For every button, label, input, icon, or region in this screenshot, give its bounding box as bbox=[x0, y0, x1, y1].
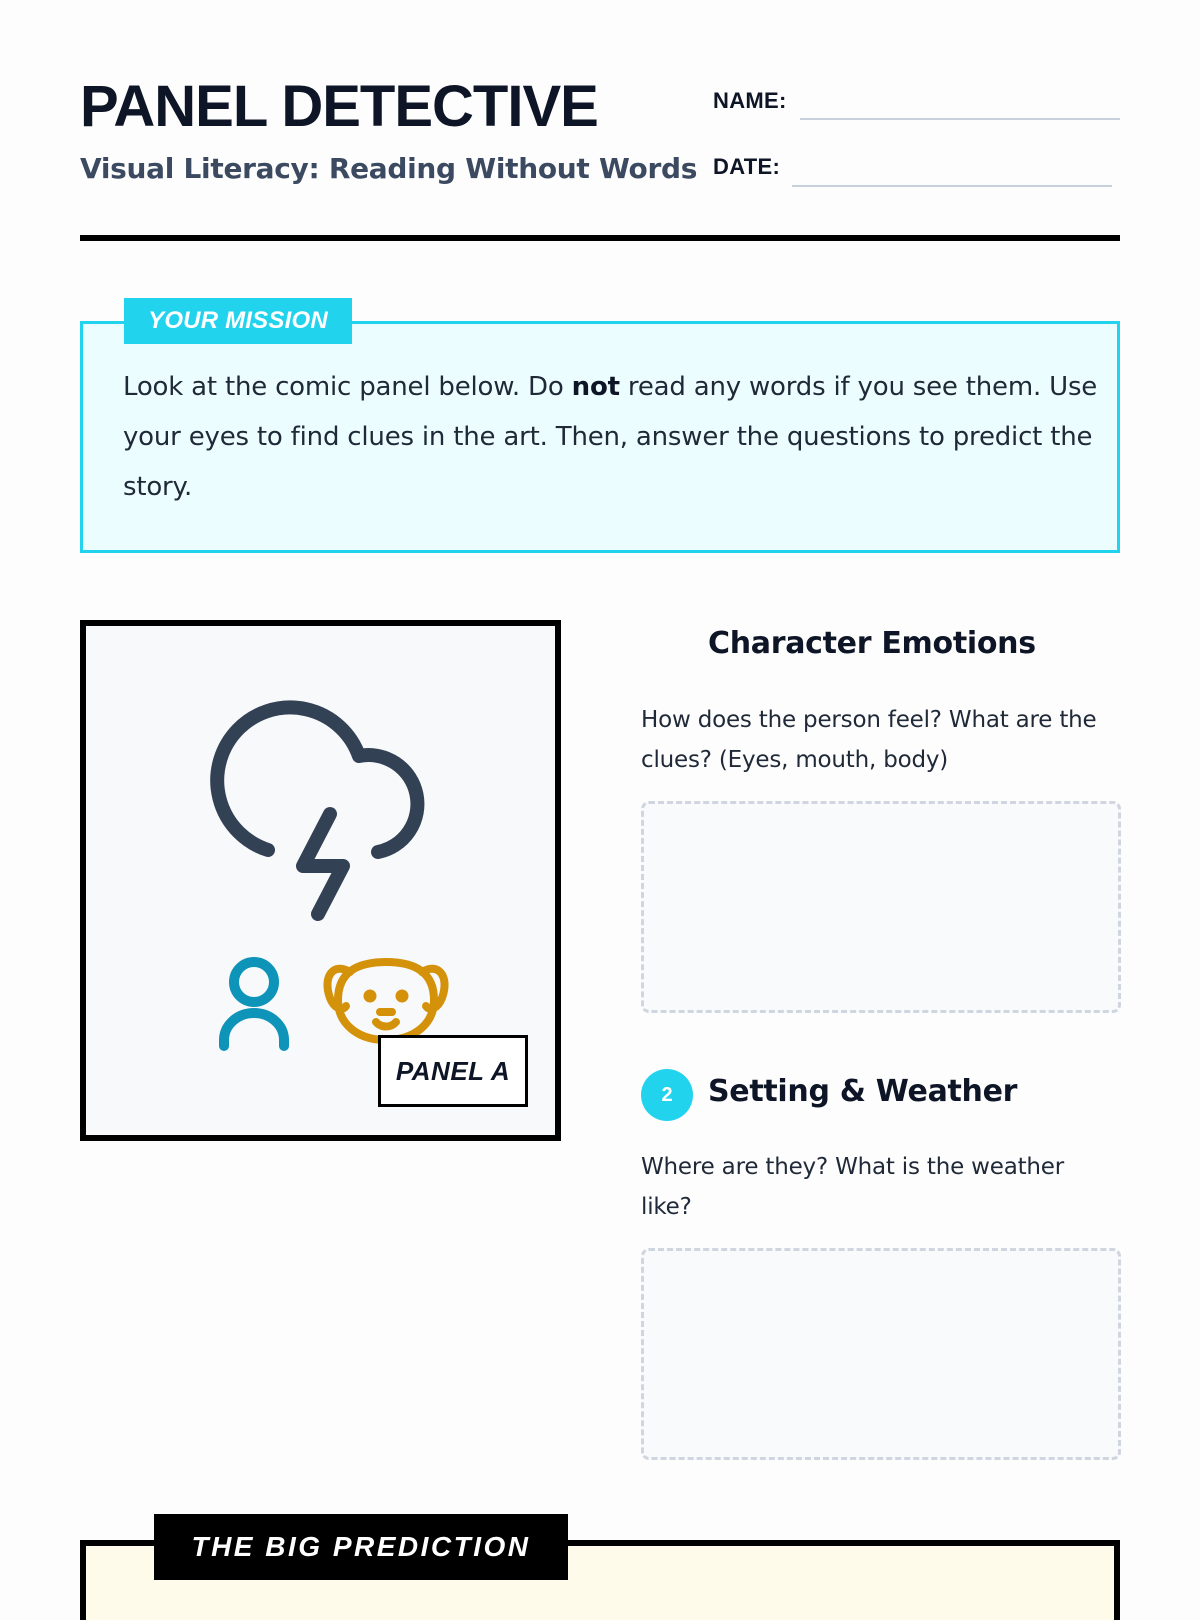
storm-cloud-icon bbox=[217, 707, 417, 914]
mission-instructions bbox=[123, 362, 1103, 512]
question-1-heading: Character Emotions bbox=[708, 626, 1036, 661]
page-subtitle: Visual Literacy: Reading Without Words bbox=[80, 152, 698, 185]
page-title: PANEL DETECTIVE bbox=[80, 74, 598, 139]
header-divider bbox=[80, 235, 1120, 241]
dog-icon bbox=[327, 962, 444, 1040]
mission-tag: YOUR MISSION bbox=[124, 298, 352, 344]
name-field[interactable] bbox=[800, 118, 1120, 120]
question-2-prompt: Where are they? What is the weather like? bbox=[641, 1154, 1065, 1220]
panel-label: PANEL A bbox=[378, 1035, 528, 1107]
question-1-answer-box[interactable] bbox=[641, 801, 1121, 1013]
question-2-answer-box[interactable] bbox=[641, 1248, 1121, 1460]
date-label: DATE: bbox=[713, 154, 781, 179]
mission-text-part1: Look at the comic panel below. Do bbox=[123, 372, 572, 402]
person-icon bbox=[224, 962, 284, 1046]
mission-text-emphasis: not bbox=[571, 372, 620, 402]
mission-text-part2: read any words if you see them. Use your eyes to find clues in the art. Then, answer the questions to predict the story. bbox=[123, 372, 1098, 502]
date-field[interactable] bbox=[792, 185, 1112, 187]
question-2-heading: Setting & Weather bbox=[708, 1074, 1018, 1109]
name-label: NAME: bbox=[713, 88, 787, 113]
question-1-prompt: How does the person feel? What are the clues? (Eyes, mouth, body) bbox=[641, 707, 1097, 773]
question-2-number-badge: 2 bbox=[641, 1069, 693, 1121]
prediction-tag: THE BIG PREDICTION bbox=[154, 1514, 568, 1580]
